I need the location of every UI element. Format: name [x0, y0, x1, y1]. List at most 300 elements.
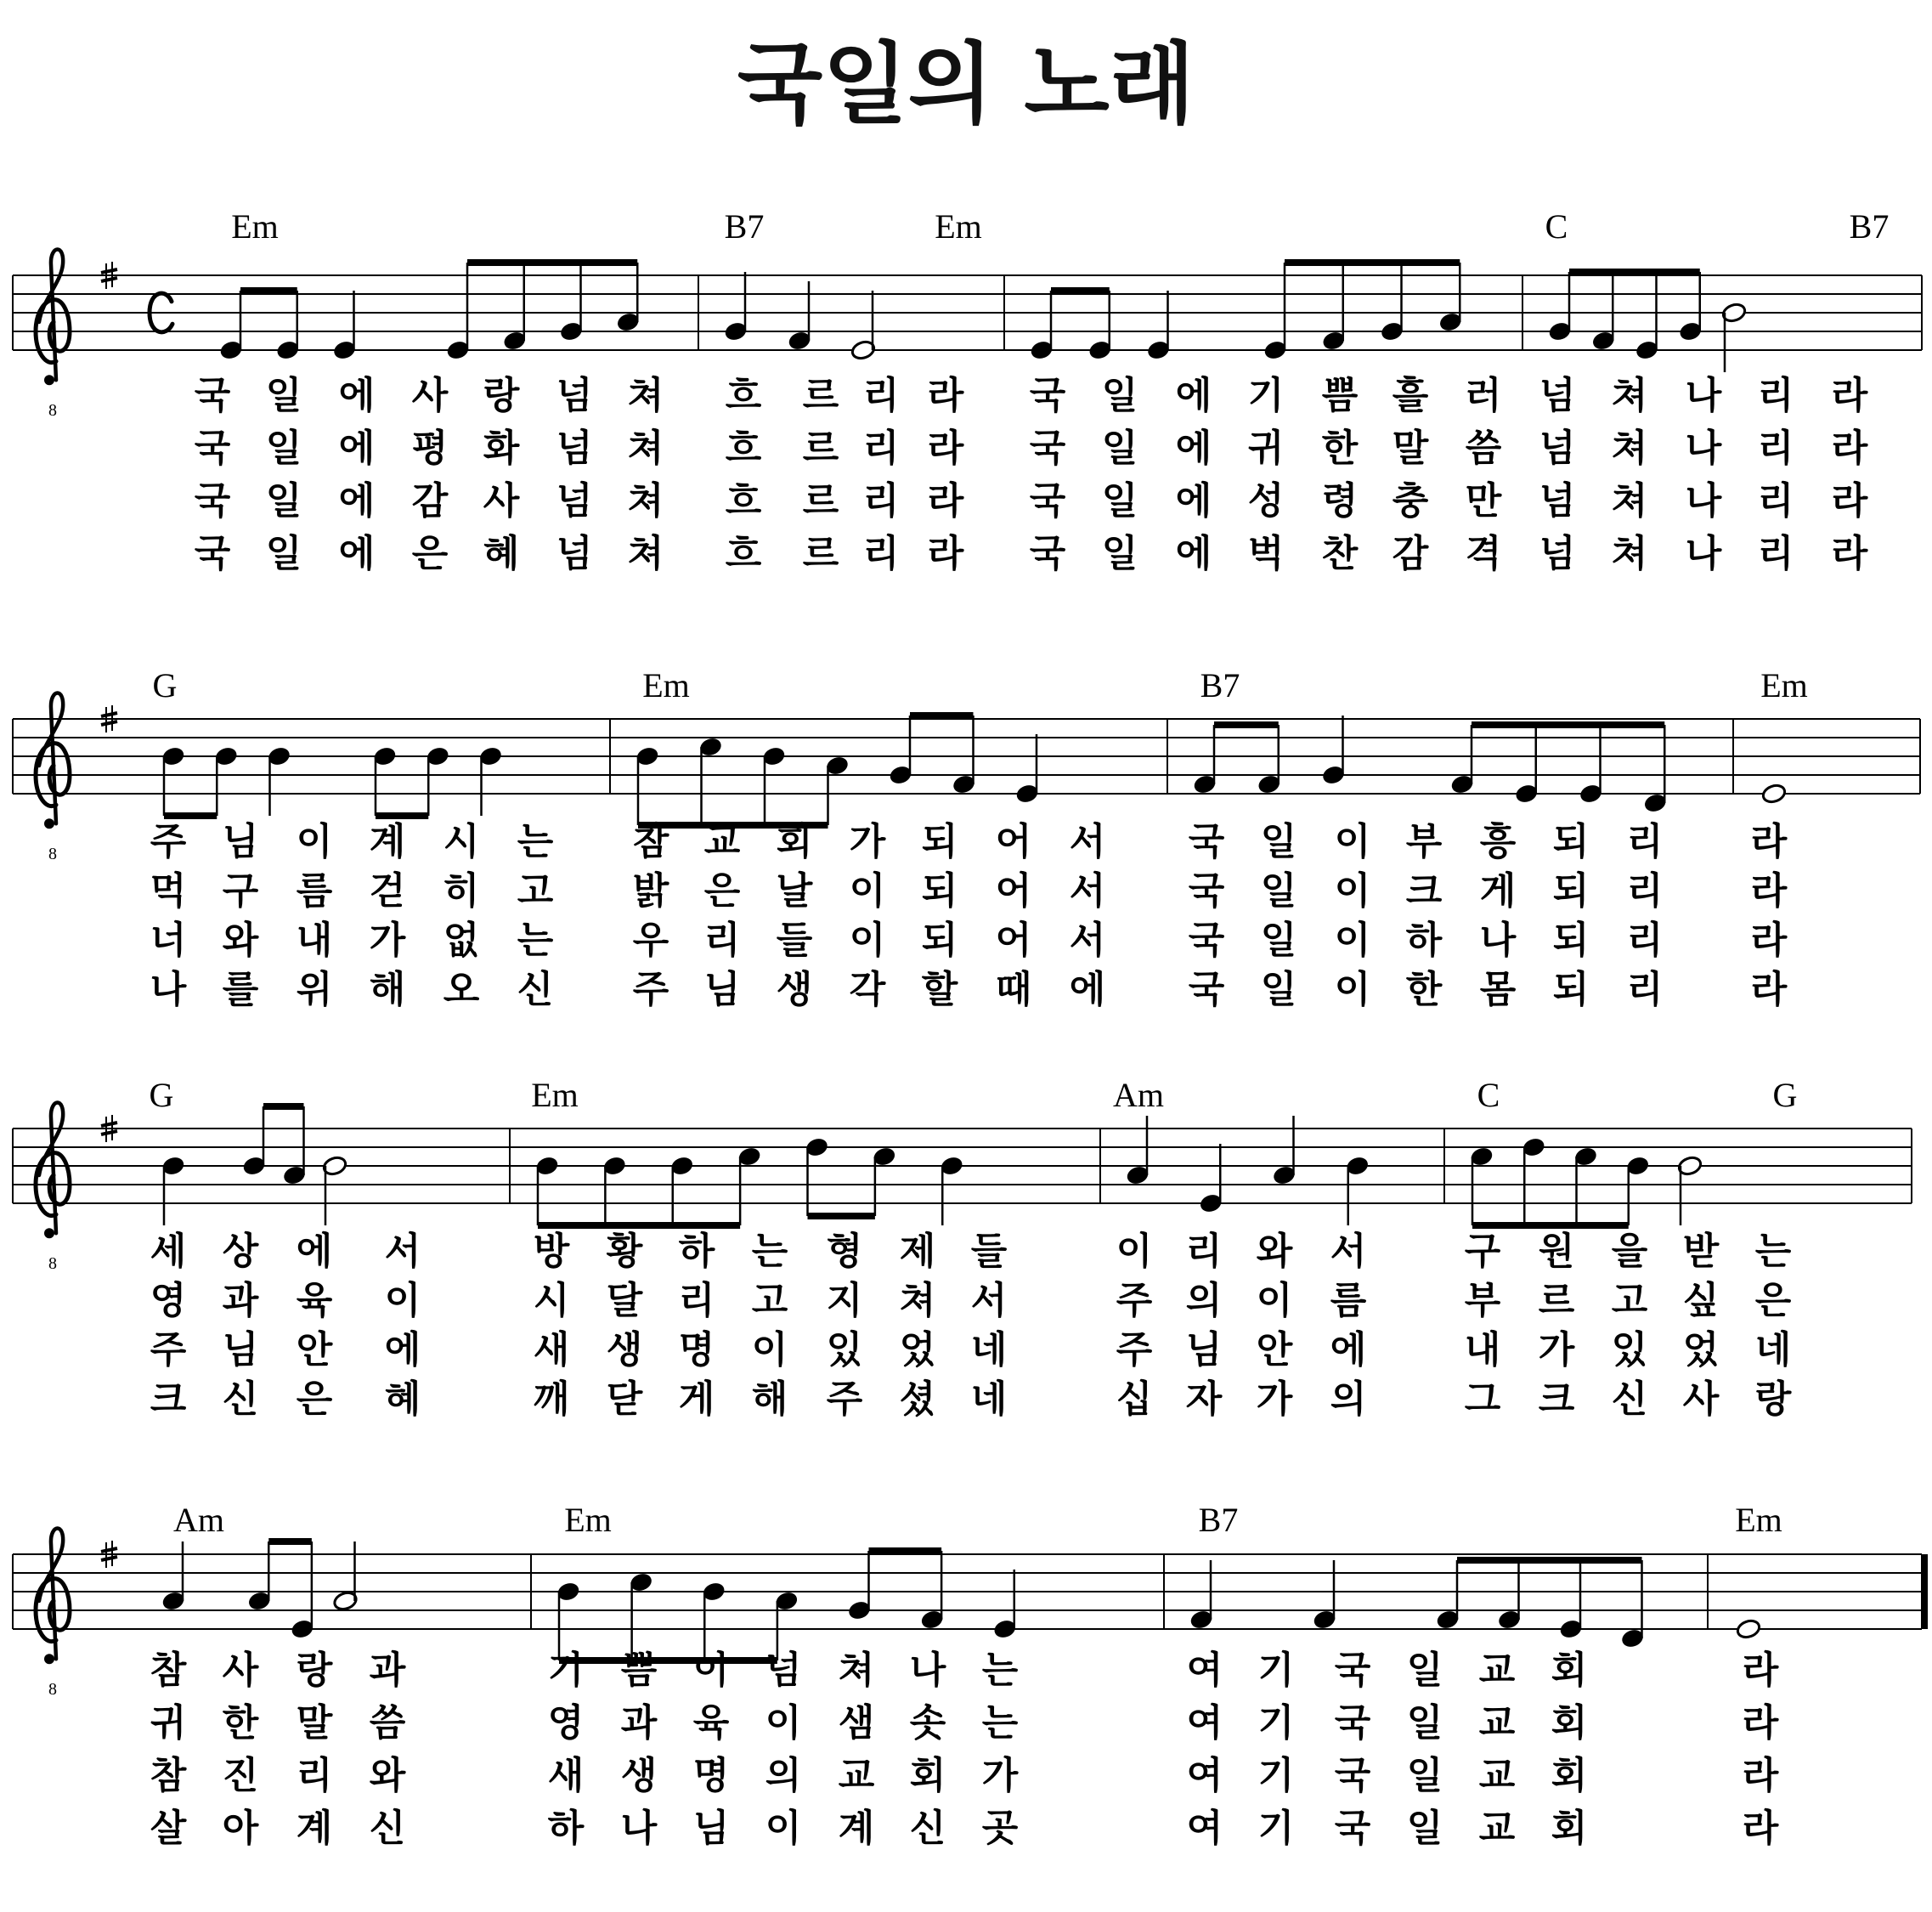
- lyric-syllable: 에: [338, 427, 376, 470]
- lyric-syllable: 는: [981, 1701, 1019, 1745]
- lyric-syllable: 게: [678, 1377, 715, 1421]
- lyric-syllable: 쁨: [620, 1649, 658, 1692]
- lyric-syllable: 육: [692, 1701, 730, 1745]
- lyric-syllable: 일: [1406, 1754, 1443, 1797]
- lyric-syllable: 나: [1479, 919, 1517, 962]
- lyric-syllable: 서: [970, 1279, 1008, 1322]
- lyric-syllable: 이: [765, 1701, 802, 1745]
- lyric-syllable: 쳐: [838, 1649, 875, 1692]
- lyric-syllable: 씀: [1465, 427, 1502, 470]
- lyric-syllable: 명: [678, 1328, 715, 1372]
- lyric-syllable: 일: [265, 532, 302, 575]
- lyric-syllable: 랑: [296, 1649, 333, 1692]
- lyric-syllable: 국: [1334, 1807, 1371, 1850]
- lyric-syllable: 계: [369, 820, 406, 863]
- lyric-syllable: 국: [194, 427, 231, 470]
- lyric-syllable: 내: [1464, 1328, 1501, 1372]
- lyric-syllable: 나: [1685, 479, 1722, 523]
- lyric-syllable: 와: [222, 919, 259, 962]
- lyric-syllable: 신: [222, 1377, 259, 1421]
- lyric-syllable: 일: [1406, 1701, 1443, 1745]
- lyric-syllable: 새: [547, 1754, 585, 1797]
- lyric-syllable: 셨: [899, 1377, 936, 1421]
- lyric-syllable: 에: [1175, 479, 1212, 523]
- lyric-syllable: 일: [1260, 820, 1297, 863]
- lyric-syllable: 국: [1334, 1649, 1371, 1692]
- lyric-syllable: 충: [1392, 479, 1429, 523]
- lyric-syllable: 원: [1538, 1230, 1575, 1273]
- lyric-syllable: 르: [802, 479, 839, 523]
- lyric-syllable: 자: [1185, 1377, 1223, 1421]
- lyric-syllable: 리: [862, 427, 900, 470]
- lyric-syllable: 는: [1754, 1230, 1792, 1273]
- lyric-syllable: 은: [411, 532, 449, 575]
- lyric-syllable: 이: [296, 820, 333, 863]
- lyric-syllable: 국: [1029, 374, 1066, 417]
- lyric-syllable: 할: [921, 968, 958, 1011]
- lyric-syllable: 이: [1256, 1279, 1293, 1322]
- chord-symbol: B7: [1198, 1501, 1239, 1539]
- lyric-syllable: 교: [1478, 1754, 1516, 1797]
- lyric-syllable: 되: [1552, 820, 1590, 863]
- lyric-syllable: 님: [222, 1328, 259, 1372]
- lyric-syllable: 쳐: [627, 427, 664, 470]
- lyric-syllable: 회: [1551, 1649, 1588, 1692]
- lyric-syllable: 육: [296, 1279, 333, 1322]
- lyric-syllable: 네: [970, 1377, 1008, 1421]
- lyric-syllable: 크: [150, 1377, 187, 1421]
- lyric-syllable: 여: [1186, 1701, 1223, 1745]
- lyric-syllable: 기: [1257, 1754, 1295, 1797]
- lyric-syllable: 와: [1256, 1230, 1293, 1273]
- lyric-syllable: 리: [1757, 479, 1794, 523]
- lyric-syllable: 나: [1685, 374, 1722, 417]
- lyric-syllable: 넘: [765, 1649, 802, 1692]
- lyric-syllable: 세: [150, 1230, 187, 1273]
- lyric-syllable: 안: [296, 1328, 333, 1372]
- lyric-syllable: 되: [921, 869, 958, 913]
- lyric-syllable: 어: [995, 820, 1032, 863]
- lyric-syllable: 리: [1757, 532, 1794, 575]
- lyric-syllable: 리: [703, 919, 741, 962]
- lyric-syllable: 리: [1626, 869, 1664, 913]
- lyric-syllable: 흘: [1392, 374, 1429, 417]
- lyric-syllable: 하: [1405, 919, 1443, 962]
- lyric-syllable: 신: [517, 968, 554, 1011]
- lyric-syllable: 명: [692, 1754, 730, 1797]
- lyric-syllable: 르: [802, 532, 839, 575]
- lyric-syllable: 신: [1611, 1377, 1648, 1421]
- lyric-syllable: 회: [776, 820, 813, 863]
- lyric-syllable: 주: [150, 1328, 187, 1372]
- lyric-syllable: 라: [1750, 968, 1788, 1011]
- lyric-syllable: 흐: [725, 427, 762, 470]
- lyric-syllable: 리: [1626, 968, 1664, 1011]
- lyric-syllable: 시: [533, 1279, 570, 1322]
- lyric-syllable: 황: [606, 1230, 643, 1273]
- lyric-syllable: 어: [995, 869, 1032, 913]
- lyric-syllable: 나: [150, 968, 187, 1011]
- lyric-syllable: 게: [1479, 869, 1517, 913]
- lyric-syllable: 라: [1742, 1807, 1779, 1850]
- lyric-syllable: 쳐: [1611, 532, 1648, 575]
- lyric-syllable: 되: [921, 820, 958, 863]
- lyric-syllable: 가: [981, 1754, 1019, 1797]
- lyric-syllable: 샘: [838, 1701, 875, 1745]
- lyric-syllable: 이: [765, 1807, 802, 1850]
- lyric-syllable: 하: [547, 1807, 585, 1850]
- chord-symbol: G: [1772, 1076, 1798, 1114]
- lyric-syllable: 은: [1754, 1279, 1792, 1322]
- lyric-syllable: 되: [921, 919, 958, 962]
- lyric-syllable: 곳: [981, 1807, 1019, 1850]
- lyric-syllable: 국: [1029, 427, 1066, 470]
- lyric-syllable: 리: [1757, 374, 1794, 417]
- lyric-syllable: 혜: [483, 532, 520, 575]
- lyric-syllable: 솟: [909, 1701, 946, 1745]
- lyric-syllable: 고: [751, 1279, 788, 1322]
- lyric-syllable: 서: [1069, 869, 1106, 913]
- lyric-syllable: 리: [862, 479, 900, 523]
- lyric-syllable: 주: [150, 820, 187, 863]
- lyric-syllable: 령: [1321, 479, 1359, 523]
- lyric-syllable: 주: [1116, 1328, 1153, 1372]
- lyric-syllable: 는: [517, 919, 554, 962]
- lyric-syllable: 넘: [1539, 374, 1576, 417]
- lyric-syllable: 형: [826, 1230, 863, 1273]
- lyric-syllable: 쳐: [1611, 427, 1648, 470]
- lyric-syllable: 와: [369, 1754, 406, 1797]
- lyric-syllable: 교: [703, 820, 741, 863]
- lyric-syllable: 에: [338, 532, 376, 575]
- lyric-syllable: 어: [995, 919, 1032, 962]
- chord-symbol: Em: [642, 666, 690, 704]
- lyric-syllable: 라: [1750, 869, 1788, 913]
- lyric-syllable: 이: [1334, 869, 1371, 913]
- lyric-syllable: 생: [606, 1328, 643, 1372]
- lyric-syllable: 네: [1754, 1328, 1792, 1372]
- lyric-syllable: 흐: [725, 374, 762, 417]
- lyric-syllable: 일: [265, 374, 302, 417]
- lyric-syllable: 교: [1478, 1807, 1516, 1850]
- lyric-syllable: 에: [384, 1328, 421, 1372]
- lyric-syllable: 벅: [1247, 532, 1285, 575]
- lyric-syllable: 넘: [556, 532, 593, 575]
- lyric-syllable: 리: [678, 1279, 715, 1322]
- lyric-syllable: 에: [1069, 968, 1106, 1011]
- lyric-syllable: 르: [802, 427, 839, 470]
- chord-symbol: Em: [564, 1501, 612, 1539]
- lyric-syllable: 의: [765, 1754, 802, 1797]
- lyric-syllable: 아: [222, 1807, 259, 1850]
- lyric-syllable: 각: [849, 968, 886, 1011]
- lyric-syllable: 고: [1611, 1279, 1648, 1322]
- lyric-syllable: 일: [1260, 968, 1297, 1011]
- lyric-syllable: 받: [1682, 1230, 1720, 1273]
- lyric-syllable: 일: [265, 427, 302, 470]
- lyric-syllable: 귀: [150, 1701, 187, 1745]
- lyric-syllable: 있: [1611, 1328, 1648, 1372]
- lyric-syllable: 나: [620, 1807, 658, 1850]
- lyric-syllable: 라: [1831, 427, 1868, 470]
- lyric-syllable: 라: [1750, 919, 1788, 962]
- lyric-syllable: 라: [927, 532, 964, 575]
- lyric-syllable: 평: [411, 427, 449, 470]
- lyric-syllable: 에: [338, 374, 376, 417]
- lyric-syllable: 그: [1464, 1377, 1501, 1421]
- lyric-syllable: 계: [838, 1807, 875, 1850]
- lyric-syllable: 리: [862, 532, 900, 575]
- lyric-syllable: 넘: [1539, 532, 1576, 575]
- treble-clef-tail: [44, 1228, 54, 1238]
- lyric-syllable: 라: [927, 427, 964, 470]
- lyric-syllable: 하: [678, 1230, 715, 1273]
- chord-symbol: B7: [724, 207, 765, 246]
- lyric-syllable: 사: [411, 374, 449, 417]
- lyric-syllable: 이: [1334, 820, 1371, 863]
- chord-symbol: C: [1545, 207, 1568, 246]
- chord-symbol: G: [152, 666, 178, 704]
- lyric-syllable: 기: [1257, 1701, 1295, 1745]
- lyric-syllable: 에: [1330, 1328, 1367, 1372]
- lyric-syllable: 라: [1742, 1649, 1779, 1692]
- lyric-syllable: 국: [194, 532, 231, 575]
- lyric-syllable: 신: [909, 1807, 946, 1850]
- chord-symbol: Em: [935, 207, 982, 246]
- lyric-syllable: 넘: [1539, 479, 1576, 523]
- lyric-syllable: 서: [384, 1230, 421, 1273]
- lyric-syllable: 사: [483, 479, 520, 523]
- lyric-syllable: 라: [1742, 1701, 1779, 1745]
- chord-symbol: Em: [531, 1076, 579, 1114]
- lyric-syllable: 찬: [1321, 532, 1359, 575]
- lyric-syllable: 귀: [1247, 427, 1285, 470]
- lyric-syllable: 르: [802, 374, 839, 417]
- lyric-syllable: 에: [338, 479, 376, 523]
- lyric-syllable: 님: [1185, 1328, 1223, 1372]
- lyric-syllable: 름: [296, 869, 333, 913]
- lyric-syllable: 이: [1334, 919, 1371, 962]
- lyric-syllable: 서: [1069, 919, 1106, 962]
- chord-symbol: Em: [231, 207, 279, 246]
- lyric-syllable: 이: [1116, 1230, 1153, 1273]
- lyric-syllable: 님: [222, 820, 259, 863]
- clef-octave-mark: 8: [48, 1254, 57, 1273]
- lyric-syllable: 한: [1321, 427, 1359, 470]
- lyric-syllable: 회: [1551, 1701, 1588, 1745]
- lyric-syllable: 기: [1257, 1807, 1295, 1850]
- clef-octave-mark: 8: [48, 1680, 57, 1699]
- lyric-syllable: 영: [547, 1701, 585, 1745]
- lyric-syllable: 참: [150, 1754, 187, 1797]
- chord-symbol: B7: [1200, 666, 1240, 704]
- lyric-syllable: 회: [1551, 1754, 1588, 1797]
- lyric-syllable: 걷: [369, 869, 406, 913]
- lyric-syllable: 리: [1626, 820, 1664, 863]
- lyric-syllable: 과: [369, 1649, 406, 1692]
- lyric-syllable: 위: [296, 968, 333, 1011]
- lyric-syllable: 씀: [369, 1701, 406, 1745]
- lyric-syllable: 일: [1101, 532, 1138, 575]
- lyric-syllable: 싶: [1682, 1279, 1720, 1322]
- lyric-syllable: 살: [150, 1807, 187, 1850]
- lyric-syllable: 는: [751, 1230, 788, 1273]
- lyric-syllable: 이: [849, 869, 886, 913]
- lyric-syllable: 해: [369, 968, 406, 1011]
- lyric-syllable: 가: [369, 919, 406, 962]
- lyric-syllable: 리: [1626, 919, 1664, 962]
- lyric-syllable: 방: [533, 1230, 570, 1273]
- chord-symbol: B7: [1849, 207, 1890, 246]
- lyric-syllable: 시: [443, 820, 480, 863]
- lyric-syllable: 가: [1256, 1377, 1293, 1421]
- chord-symbol: Em: [1760, 666, 1808, 704]
- lyric-syllable: 일: [265, 479, 302, 523]
- lyric-syllable: 흐: [725, 532, 762, 575]
- lyric-syllable: 기: [1247, 374, 1285, 417]
- lyric-syllable: 었: [1682, 1328, 1720, 1372]
- lyric-syllable: 화: [483, 427, 520, 470]
- lyric-syllable: 해: [751, 1377, 788, 1421]
- lyric-syllable: 감: [411, 479, 449, 523]
- lyric-syllable: 너: [150, 919, 187, 962]
- lyric-syllable: 흐: [725, 479, 762, 523]
- lyric-syllable: 참: [150, 1649, 187, 1692]
- lyric-syllable: 없: [443, 919, 480, 962]
- lyric-syllable: 은: [296, 1377, 333, 1421]
- lyric-syllable: 크: [1405, 869, 1443, 913]
- lyric-syllable: 을: [1611, 1230, 1648, 1273]
- lyric-syllable: 안: [1256, 1328, 1293, 1372]
- lyric-syllable: 회: [909, 1754, 946, 1797]
- lyric-syllable: 사: [222, 1649, 259, 1692]
- lyric-syllable: 한: [1405, 968, 1443, 1011]
- lyric-syllable: 쳐: [627, 374, 664, 417]
- lyric-syllable: 라: [927, 479, 964, 523]
- lyric-syllable: 쳐: [627, 479, 664, 523]
- lyric-syllable: 크: [1538, 1377, 1575, 1421]
- lyric-syllable: 르: [1538, 1279, 1575, 1322]
- chord-symbol: Em: [1735, 1501, 1782, 1539]
- lyric-syllable: 에: [1175, 532, 1212, 575]
- lyric-syllable: 말: [1392, 427, 1429, 470]
- chord-symbol: Am: [173, 1501, 224, 1539]
- lyric-syllable: 서: [1330, 1230, 1367, 1273]
- lyric-syllable: 우: [632, 919, 669, 962]
- lyric-syllable: 름: [1330, 1279, 1367, 1322]
- lyric-syllable: 국: [1029, 532, 1066, 575]
- lyric-syllable: 주: [1116, 1279, 1153, 1322]
- lyric-syllable: 성: [1247, 479, 1285, 523]
- lyric-syllable: 과: [620, 1701, 658, 1745]
- lyric-syllable: 회: [1551, 1807, 1588, 1850]
- lyric-syllable: 가: [849, 820, 886, 863]
- lyric-syllable: 국: [194, 479, 231, 523]
- lyric-syllable: 기: [547, 1649, 585, 1692]
- lyric-syllable: 님: [692, 1807, 730, 1850]
- lyric-syllable: 라: [1742, 1754, 1779, 1797]
- lyric-syllable: 여: [1186, 1754, 1223, 1797]
- lyric-syllable: 국: [1188, 869, 1225, 913]
- lyric-syllable: 리: [862, 374, 900, 417]
- lyric-syllable: 님: [703, 968, 741, 1011]
- lyric-syllable: 국: [1029, 479, 1066, 523]
- chord-symbol: C: [1477, 1076, 1500, 1114]
- lyric-syllable: 과: [222, 1279, 259, 1322]
- lyric-syllable: 오: [443, 968, 480, 1011]
- lyric-syllable: 구: [222, 869, 259, 913]
- lyric-syllable: 넘: [556, 479, 593, 523]
- lyric-syllable: 이: [751, 1328, 788, 1372]
- lyric-syllable: 를: [222, 968, 259, 1011]
- lyric-syllable: 계: [296, 1807, 333, 1850]
- lyric-syllable: 일: [1406, 1807, 1443, 1850]
- lyric-syllable: 가: [1538, 1328, 1575, 1372]
- lyric-syllable: 감: [1392, 532, 1429, 575]
- lyric-syllable: 생: [776, 968, 813, 1011]
- lyric-syllable: 먹: [150, 869, 187, 913]
- lyric-syllable: 일: [1101, 427, 1138, 470]
- lyric-syllable: 영: [150, 1279, 187, 1322]
- lyric-syllable: 신: [369, 1807, 406, 1850]
- lyric-syllable: 국: [1334, 1701, 1371, 1745]
- treble-clef-tail: [44, 1654, 54, 1664]
- lyric-syllable: 상: [222, 1230, 259, 1273]
- lyric-syllable: 고: [517, 869, 554, 913]
- lyric-syllable: 격: [1465, 532, 1502, 575]
- lyric-syllable: 라: [1831, 479, 1868, 523]
- lyric-syllable: 교: [838, 1754, 875, 1797]
- lyric-syllable: 리: [1185, 1230, 1223, 1273]
- lyric-syllable: 쳐: [627, 532, 664, 575]
- lyric-syllable: 내: [296, 919, 333, 962]
- lyric-syllable: 제: [899, 1230, 936, 1273]
- lyric-syllable: 달: [606, 1279, 643, 1322]
- lyric-syllable: 쁨: [1321, 374, 1359, 417]
- lyric-syllable: 랑: [1754, 1377, 1792, 1421]
- final-barline: [1922, 1554, 1928, 1629]
- clef-octave-mark: 8: [48, 845, 57, 863]
- lyric-syllable: 쳐: [1611, 374, 1648, 417]
- lyric-syllable: 쳐: [899, 1279, 936, 1322]
- lyric-syllable: 나: [1685, 427, 1722, 470]
- lyric-syllable: 는: [981, 1649, 1019, 1692]
- lyric-syllable: 네: [970, 1328, 1008, 1372]
- lyric-syllable: 말: [296, 1701, 333, 1745]
- song-title: 국일의 노래: [737, 32, 1195, 136]
- lyric-syllable: 이: [849, 919, 886, 962]
- lyric-syllable: 생: [620, 1754, 658, 1797]
- lyric-syllable: 국: [1334, 1754, 1371, 1797]
- lyric-syllable: 들: [970, 1230, 1008, 1273]
- lyric-syllable: 참: [632, 820, 669, 863]
- lyric-syllable: 에: [1175, 374, 1212, 417]
- lyric-syllable: 주: [632, 968, 669, 1011]
- lyric-syllable: 넘: [556, 374, 593, 417]
- lyric-syllable: 나: [1685, 532, 1722, 575]
- lyric-syllable: 국: [1188, 919, 1225, 962]
- lyric-syllable: 교: [1478, 1701, 1516, 1745]
- lyric-syllable: 일: [1260, 919, 1297, 962]
- lyric-syllable: 러: [1465, 374, 1502, 417]
- lyric-syllable: 몸: [1479, 968, 1517, 1011]
- lyric-syllable: 의: [1185, 1279, 1223, 1322]
- lyric-syllable: 되: [1552, 919, 1590, 962]
- lyric-syllable: 었: [899, 1328, 936, 1372]
- lyric-syllable: 사: [1682, 1377, 1720, 1421]
- lyric-syllable: 라: [927, 374, 964, 417]
- clef-octave-mark: 8: [48, 401, 57, 420]
